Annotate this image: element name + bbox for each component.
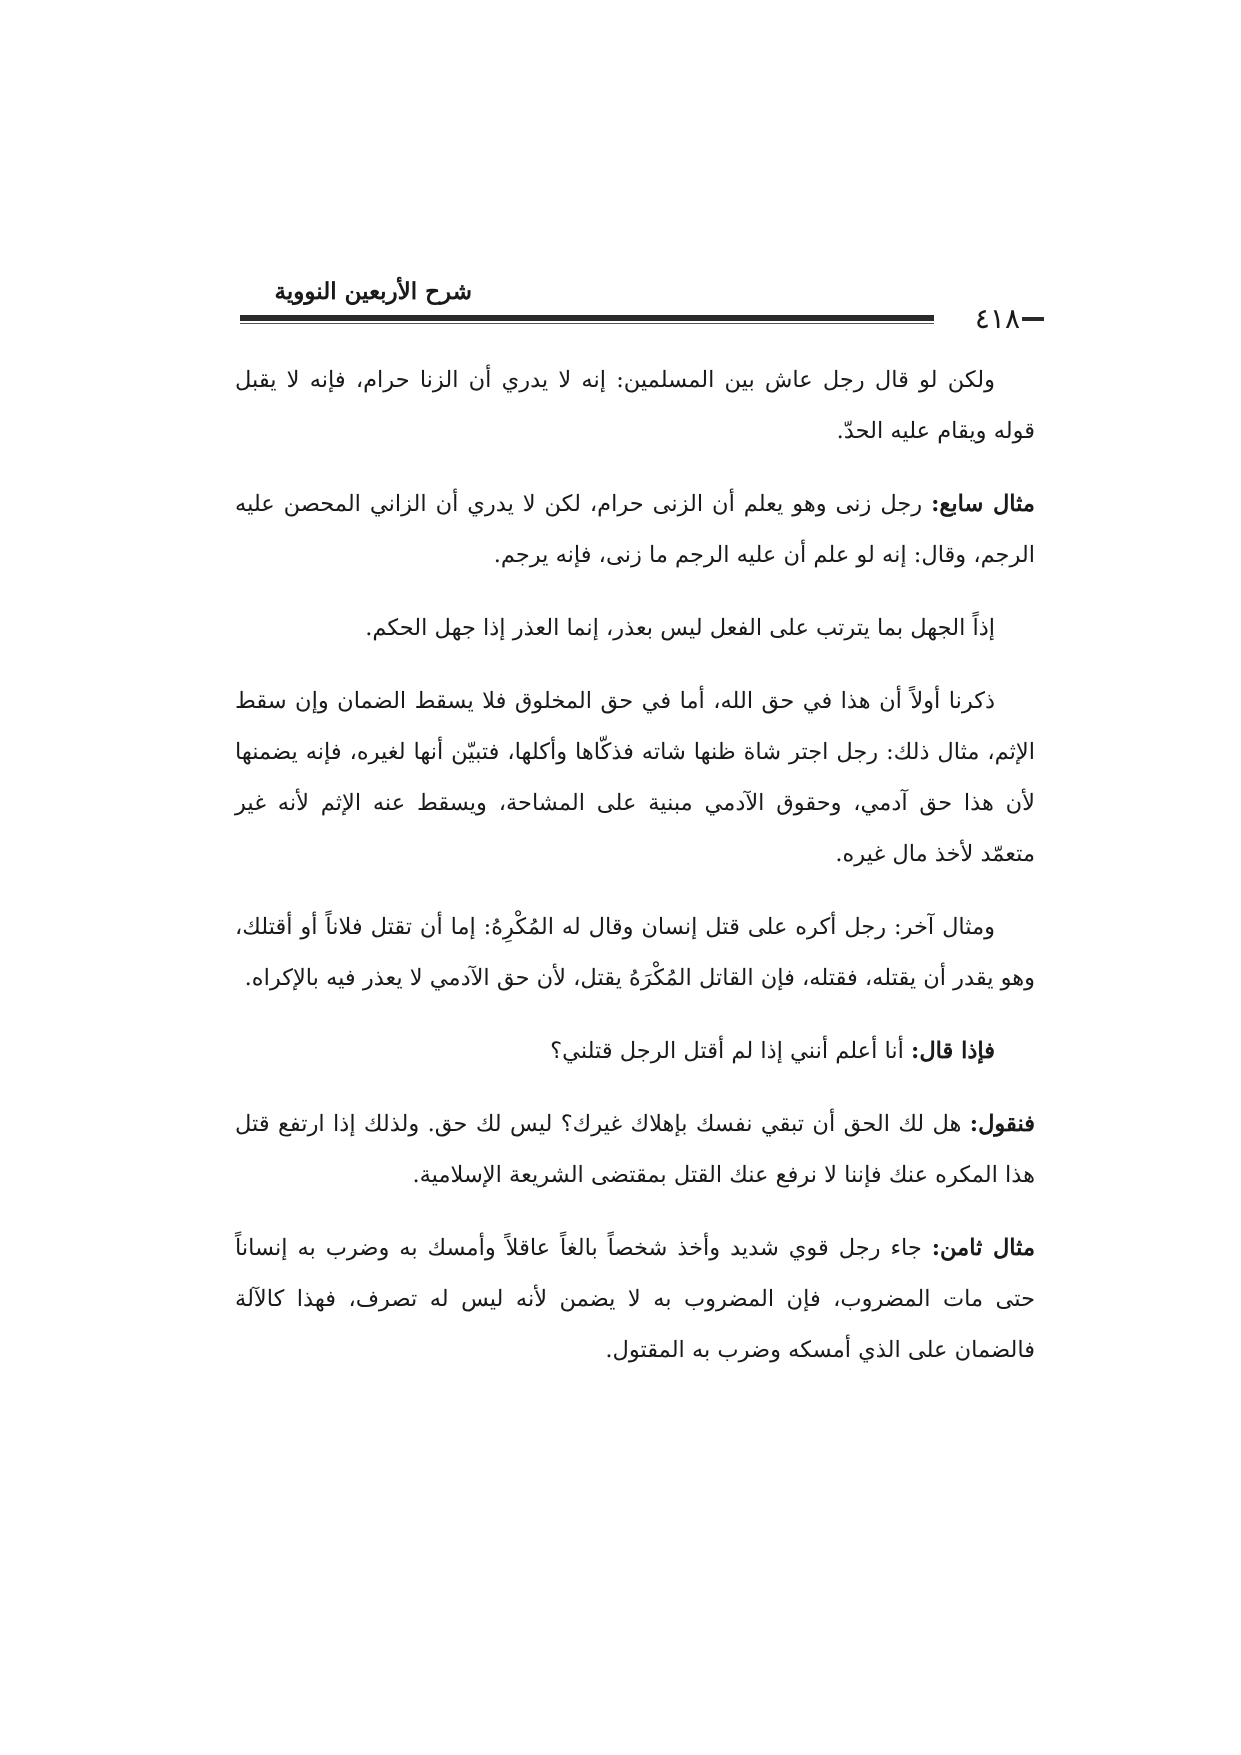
paragraph-example-eight bbox=[235, 1223, 1035, 1376]
body-text bbox=[235, 355, 1035, 1388]
paragraph-text: جاء رجل قوي شديد وأخذ شخصاً بالغاً عاقلاً وأمسك به وضرب به إنساناً حتى مات المضروب، فإن المضروب به لا يضمن لأنه ليس له تصرف، فهذا كالآلة فالضمان على الذي أمسكه وضرب به المقتول. bbox=[235, 1235, 1035, 1363]
header-rule bbox=[240, 315, 934, 321]
running-header bbox=[240, 278, 1040, 335]
paragraph-lead: مثال سابع: bbox=[931, 491, 1035, 517]
paragraph-lead: مثال ثامن: bbox=[931, 1235, 1035, 1261]
paragraph-5 bbox=[235, 902, 1035, 1004]
paragraph-lead: فإذا قال: bbox=[911, 1038, 995, 1064]
paragraph-4 bbox=[235, 676, 1035, 880]
paragraph-3 bbox=[235, 603, 1035, 654]
paragraph-we-say bbox=[235, 1099, 1035, 1201]
paragraph-text: هل لك الحق أن تبقي نفسك بإهلاك غيرك؟ ليس لك حق. ولذلك إذا ارتفع قتل هذا المكره عنك فإننا لا نرفع عنك القتل بمقتضى الشريعة الإسلامية. bbox=[235, 1111, 1035, 1188]
paragraph-text: ومثال آخر: رجل أكره على قتل إنسان وقال له المُكْرِهُ: إما أن تقتل فلاناً أو أقتلك، وهو يقدر أن يقتله، فقتله، فإن القاتل المُكْرَهُ يقتل، لأن حق الآدمي لا يعذر فيه بالإكراه. bbox=[235, 914, 1035, 991]
paragraph-if-he-said bbox=[235, 1026, 1035, 1077]
header-rule-thin bbox=[240, 323, 934, 324]
paragraph-text: إذاً الجهل بما يترتب على الفعل ليس بعذر، إنما العذر إذا جهل الحكم. bbox=[365, 615, 995, 641]
paragraph-text: رجل زنى وهو يعلم أن الزنى حرام، لكن لا يدري أن الزاني المحصن عليه الرجم، وقال: إنه لو علم أن عليه الرجم ما زنى، فإنه يرجم. bbox=[235, 491, 1035, 568]
paragraph-lead: فنقول: bbox=[969, 1111, 1035, 1137]
page-number: ٤١٨ bbox=[974, 302, 1020, 335]
paragraph-example-seven bbox=[235, 479, 1035, 581]
page-number-bar bbox=[1022, 317, 1044, 321]
book-title: شرح الأربعين النووية bbox=[274, 278, 472, 305]
paragraph-text: أنا أعلم أنني إذا لم أقتل الرجل قتلني؟ bbox=[550, 1038, 912, 1064]
paragraph-text: ذكرنا أولاً أن هذا في حق الله، أما في حق المخلوق فلا يسقط الضمان وإن سقط الإثم، مثال ذلك: رجل اجتر شاة ظنها شاته فذكّاها وأكلها، فتبيّن أنها لغيره، فإنه يضمنها لأن هذا حق آدمي، وحقوق الآدمي مبنية على المشاحة، ويسقط عنه الإثم لأنه غير متعمّد لأخذ مال غيره. bbox=[235, 688, 1035, 867]
paragraph-1 bbox=[235, 355, 1035, 457]
paragraph-text: ولكن لو قال رجل عاش بين المسلمين: إنه لا يدري أن الزنا حرام، فإنه لا يقبل قوله ويقام عليه الحدّ. bbox=[235, 367, 1035, 444]
